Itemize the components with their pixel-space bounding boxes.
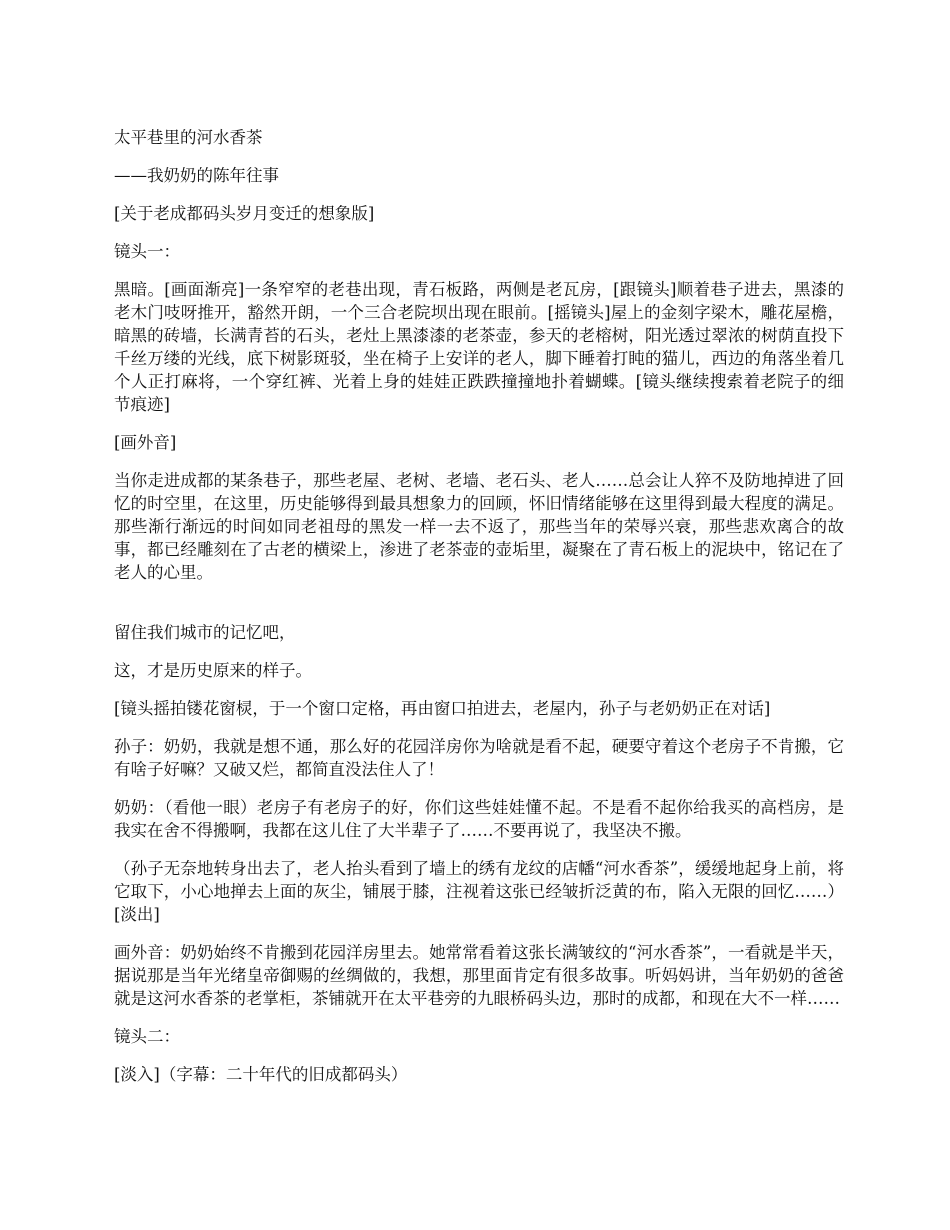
dialogue-grandma: 奶奶：（看他一眼）老房子有老房子的好，你们这些娃娃懂不起。不是看不起你给我买的高档房，是我实在舍不得搬啊，我都在这儿住了大半辈子了……不要再说了，我坚决不搬。 (114, 798, 844, 840)
document-subtitle: ——我奶奶的陈年往事 (114, 166, 279, 185)
document-title: 太平巷里的河水香茶 (114, 128, 263, 147)
scene1-paragraph: 黑暗。[画面渐亮]一条窄窄的老巷出现，青石板路，两侧是老瓦房，[跟镜头]顺着巷子进去，黑漆的老木门吱呀推开，豁然开朗，一个三合老院坝出现在眼前。[摇镜头]屋上的金刻字梁木，雕花屋檐，暗黑的砖墙，长满青苔的石头，老灶上黑漆漆的老茶壶，参天的老榕树，阳光透过翠浓的树荫直投下千丝万缕的光线，底下树影斑驳，坐在椅子上安详的老人，脚下睡着打盹的猫儿，西边的角落坐着几个人正打麻将，一个穿红裤、光着上身的娃娃正跌跌撞撞地扑着蝴蝶。[镜头继续搜索着老院子的细节痕迹] (114, 280, 844, 414)
voiceover-2-paragraph: 画外音：奶奶始终不肯搬到花园洋房里去。她常常看着这张长满皱纹的“河水香茶”，一看就是半天，据说那是当年光绪皇帝御赐的丝绸做的，我想，那里面肯定有很多故事。听妈妈讲，当年奶奶的爸爸就是这河水香茶的老掌柜，茶铺就开在太平巷旁的九眼桥码头边，那时的成都，和现在大不一样…… (114, 943, 844, 1008)
camera-direction: [镜头摇拍镂花窗棂，于一个窗口定格，再由窗口拍进去，老屋内，孙子与老奶奶正在对话] (114, 699, 771, 718)
scene2-heading: 镜头二： (114, 1027, 180, 1046)
voiceover-label: [画外音] (114, 433, 177, 452)
scene2-paragraph: [淡入]（字幕：二十年代的旧成都码头） (114, 1065, 408, 1084)
document-body (114, 126, 844, 1101)
section-spacer (114, 599, 844, 621)
voiceover-paragraph: 当你走进成都的某条巷子，那些老屋、老树、老墙、老石头、老人……总会让人猝不及防地掉进了回忆的时空里，在这里，历史能够得到最具想象力的回顾，怀旧情绪能够在这里得到最大程度的满足。那些渐行渐远的时间如同老祖母的黑发一样一去不返了，那些当年的荣辱兴衰，那些悲欢离合的故事，都已经雕刻在了古老的横梁上，渗进了老茶壶的壶垢里，凝聚在了青石板上的泥块中，铭记在了老人的心里。 (114, 471, 844, 582)
slogan-line-1: 留住我们城市的记忆吧， (114, 623, 296, 642)
slogan-line-2: 这，才是历史原来的样子。 (114, 661, 312, 680)
dialogue-grandson: 孙子：奶奶，我就是想不通，那么好的花园洋房你为啥就是看不起，硬要守着这个老房子不肯搬，它有啥子好嘛？又破又烂，都简直没法住人了！ (114, 737, 844, 779)
stage-direction: （孙子无奈地转身出去了，老人抬头看到了墙上的绣有龙纹的店幡“河水香茶”，缓缓地起身上前，将它取下，小心地掸去上面的灰尘，铺展于膝，注视着这张已经皱折泛黄的布，陷入无限的回忆……）[淡出] (114, 859, 844, 924)
scene1-heading: 镜头一： (114, 242, 180, 261)
document-note: [关于老成都码头岁月变迁的想象版] (114, 204, 375, 223)
